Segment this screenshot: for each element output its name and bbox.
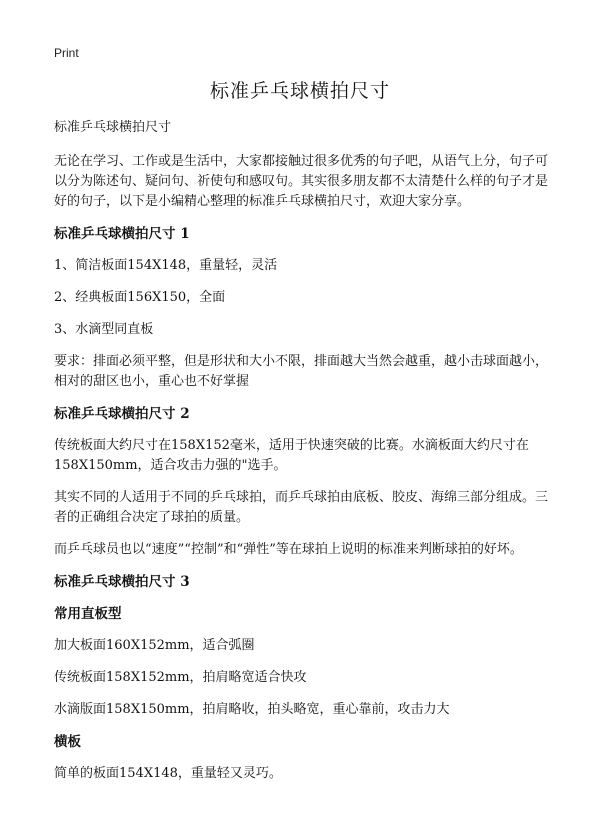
requirement-paragraph: 要求：排面必须平整，但是形状和大小不限，排面越大当然会越重，越小击球面越小，相对的甜区也小，重心也不好掌握 — [54, 354, 549, 389]
paragraph: 其实不同的人适用于不同的乒乓球拍，而乒乓球拍由底板、胶皮、海绵三部分组成。三者的正确组合决定了球拍的质量。 — [54, 490, 549, 525]
section-heading-1: 标准乒乓球横拍尺寸 1 — [54, 226, 190, 242]
article-body — [54, 118, 548, 796]
article-subtitle: 标准乒乓球横拍尺寸 — [54, 120, 172, 135]
print-link[interactable]: Print — [54, 46, 79, 60]
list-item: 加大板面160X152mm，适合弧圈 — [54, 638, 255, 653]
list-item: 2、经典板面156X150，全面 — [54, 290, 226, 305]
page-title: 标准乒乓球横拍尺寸 — [209, 80, 390, 102]
list-item: 1、简洁板面154X148，重量轻，灵活 — [54, 258, 278, 273]
section-heading-2: 标准乒乓球横拍尺寸 2 — [54, 406, 190, 422]
paragraph: 而乒乓球员也以“速度”“控制”和“弹性”等在球拍上说明的标准来判断球拍的好坏。 — [54, 542, 523, 557]
sub-heading-shakehand: 横板 — [54, 734, 81, 750]
paragraph: 传统板面大约尺寸在158X152毫米，适用于快速突破的比赛。水滴板面大约尺寸在158X150mm，适合攻击力强的"选手。 — [54, 438, 529, 473]
sub-heading-penhold: 常用直板型 — [54, 606, 122, 622]
list-item: 传统板面158X152mm，拍肩略宽适合快攻 — [54, 670, 307, 685]
section-heading-3: 标准乒乓球横拍尺寸 3 — [54, 574, 190, 590]
list-item: 3、水滴型同直板 — [54, 322, 154, 337]
intro-paragraph: 无论在学习、工作或是生活中，大家都接触过很多优秀的句子吧，从语气上分，句子可以分为陈述句、疑问句、祈使句和感叹句。其实很多朋友都不太清楚什么样的句子才是好的句子，以下是小编精心整理的标准乒乓球横拍尺寸，欢迎大家分享。 — [54, 154, 549, 209]
list-item: 水滴版面158X150mm，拍肩略收，拍头略宽，重心靠前，攻击力大 — [54, 702, 450, 717]
list-item: 简单的板面154X148，重量轻又灵巧。 — [54, 766, 282, 781]
